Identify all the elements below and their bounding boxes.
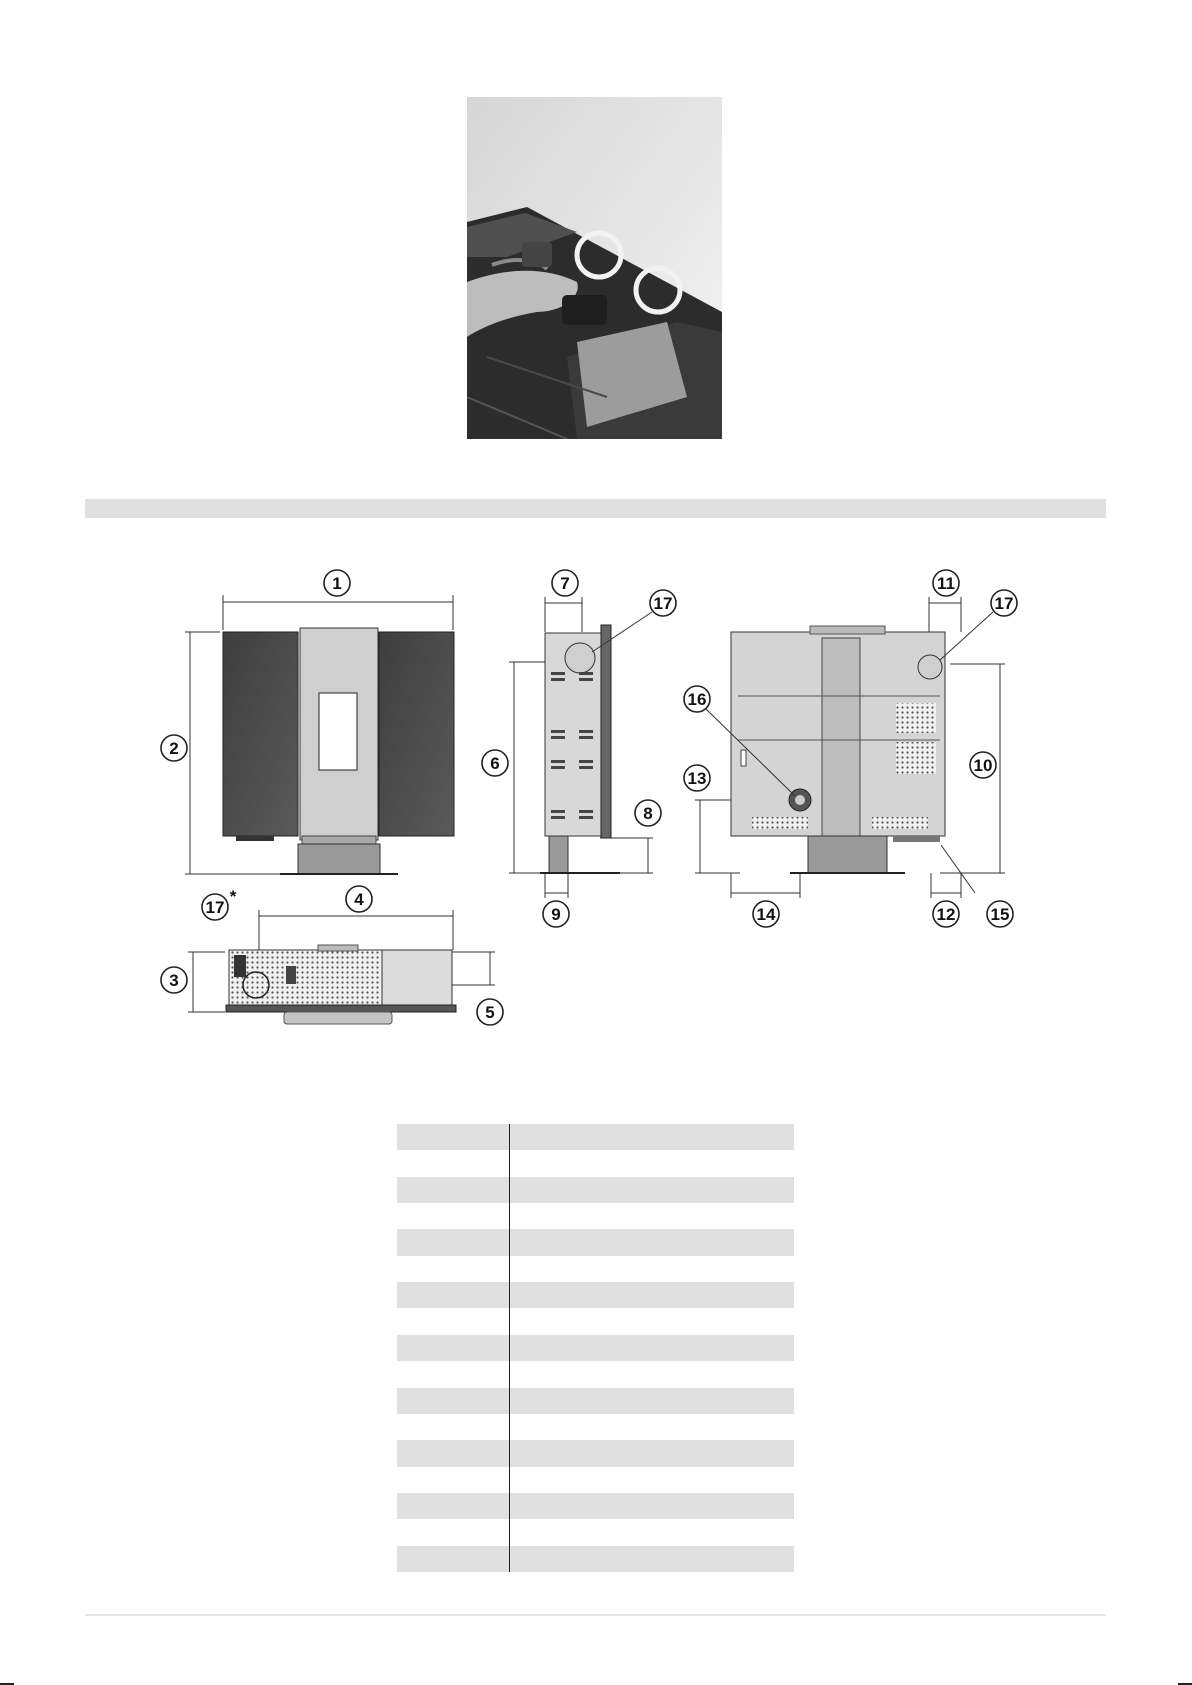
table-cell-key [403, 1388, 503, 1414]
table-row [397, 1440, 794, 1466]
table-cell-key [403, 1467, 503, 1493]
table-cell-key [403, 1150, 503, 1176]
table-cell-value [515, 1335, 785, 1361]
table-row [397, 1335, 794, 1361]
table-row [397, 1229, 794, 1255]
table-row [397, 1282, 794, 1308]
table-row [397, 1388, 794, 1414]
callout-17-side [650, 590, 676, 616]
table-row [397, 1361, 794, 1387]
table-cell-key [403, 1282, 503, 1308]
callout-5 [477, 999, 503, 1025]
table-row [397, 1493, 794, 1519]
callout-2 [161, 735, 187, 761]
table-cell-key [403, 1440, 503, 1466]
table-cell-value [515, 1124, 785, 1150]
table-cell-value [515, 1519, 785, 1545]
callout-10 [970, 752, 996, 778]
table-cell-value [515, 1493, 785, 1519]
callout-16 [684, 686, 710, 712]
callout-15 [987, 901, 1013, 927]
svg-text:10: 10 [973, 756, 993, 775]
callout-asterisk: * [229, 887, 237, 906]
table-cell-key [403, 1203, 503, 1229]
table-cell-key [403, 1519, 503, 1545]
svg-text:17: 17 [205, 898, 225, 917]
svg-text:8: 8 [643, 804, 653, 823]
callout-12 [933, 901, 959, 927]
callout-3 [161, 967, 187, 993]
callout-8 [635, 800, 661, 826]
table-cell-value [515, 1414, 785, 1440]
table-row [397, 1150, 794, 1176]
table-cell-value [515, 1467, 785, 1493]
table-cell-key [403, 1493, 503, 1519]
table-cell-value [515, 1440, 785, 1466]
callout-4 [346, 886, 372, 912]
callout-17-top [202, 894, 228, 920]
callout-13 [684, 765, 710, 791]
callout-11 [933, 570, 959, 596]
table-cell-value [515, 1546, 785, 1572]
svg-text:7: 7 [560, 574, 570, 593]
table-row [397, 1256, 794, 1282]
side-view [509, 597, 653, 898]
front-view [185, 595, 454, 874]
table-row [397, 1124, 794, 1150]
svg-text:13: 13 [687, 769, 707, 788]
table-row [397, 1467, 794, 1493]
svg-text:16: 16 [687, 690, 707, 709]
table-cell-key [403, 1124, 503, 1150]
table-row [397, 1308, 794, 1334]
table-cell-key [403, 1229, 503, 1255]
svg-text:3: 3 [169, 971, 179, 990]
callout-1 [324, 570, 350, 596]
table-column-divider [509, 1124, 510, 1572]
table-cell-key [403, 1308, 503, 1334]
table-cell-value [515, 1282, 785, 1308]
table-row [397, 1546, 794, 1572]
svg-text:9: 9 [551, 905, 561, 924]
table-cell-key [403, 1177, 503, 1203]
dimensions-table [397, 1124, 794, 1572]
callout-9 [543, 901, 569, 927]
table-row [397, 1414, 794, 1440]
callout-7 [552, 570, 578, 596]
table-cell-key [403, 1361, 503, 1387]
svg-text:6: 6 [490, 754, 500, 773]
svg-text:14: 14 [756, 905, 776, 924]
footer-rule [85, 1614, 1106, 1616]
table-cell-key [403, 1414, 503, 1440]
table-cell-value [515, 1308, 785, 1334]
svg-text:11: 11 [937, 574, 955, 593]
table-cell-value [515, 1150, 785, 1176]
table-cell-value [515, 1388, 785, 1414]
table-cell-value [515, 1203, 785, 1229]
svg-text:1: 1 [332, 574, 342, 593]
table-cell-value [515, 1256, 785, 1282]
svg-text:15: 15 [990, 905, 1010, 924]
table-cell-key [403, 1546, 503, 1572]
callout-6 [482, 750, 508, 776]
table-row [397, 1203, 794, 1229]
svg-text:4: 4 [354, 890, 364, 909]
table-row [397, 1519, 794, 1545]
callout-17-rear [991, 590, 1017, 616]
table-cell-value [515, 1361, 785, 1387]
table-cell-key [403, 1256, 503, 1282]
svg-text:17: 17 [653, 594, 673, 613]
svg-text:2: 2 [169, 739, 179, 758]
svg-text:17: 17 [994, 594, 1014, 613]
rear-view [695, 597, 1005, 898]
table-cell-key [403, 1335, 503, 1361]
callout-14 [753, 901, 779, 927]
table-cell-value [515, 1177, 785, 1203]
table-row [397, 1177, 794, 1203]
svg-text:12: 12 [936, 905, 956, 924]
svg-text:5: 5 [485, 1003, 495, 1022]
top-view [188, 910, 495, 1024]
table-cell-value [515, 1229, 785, 1255]
